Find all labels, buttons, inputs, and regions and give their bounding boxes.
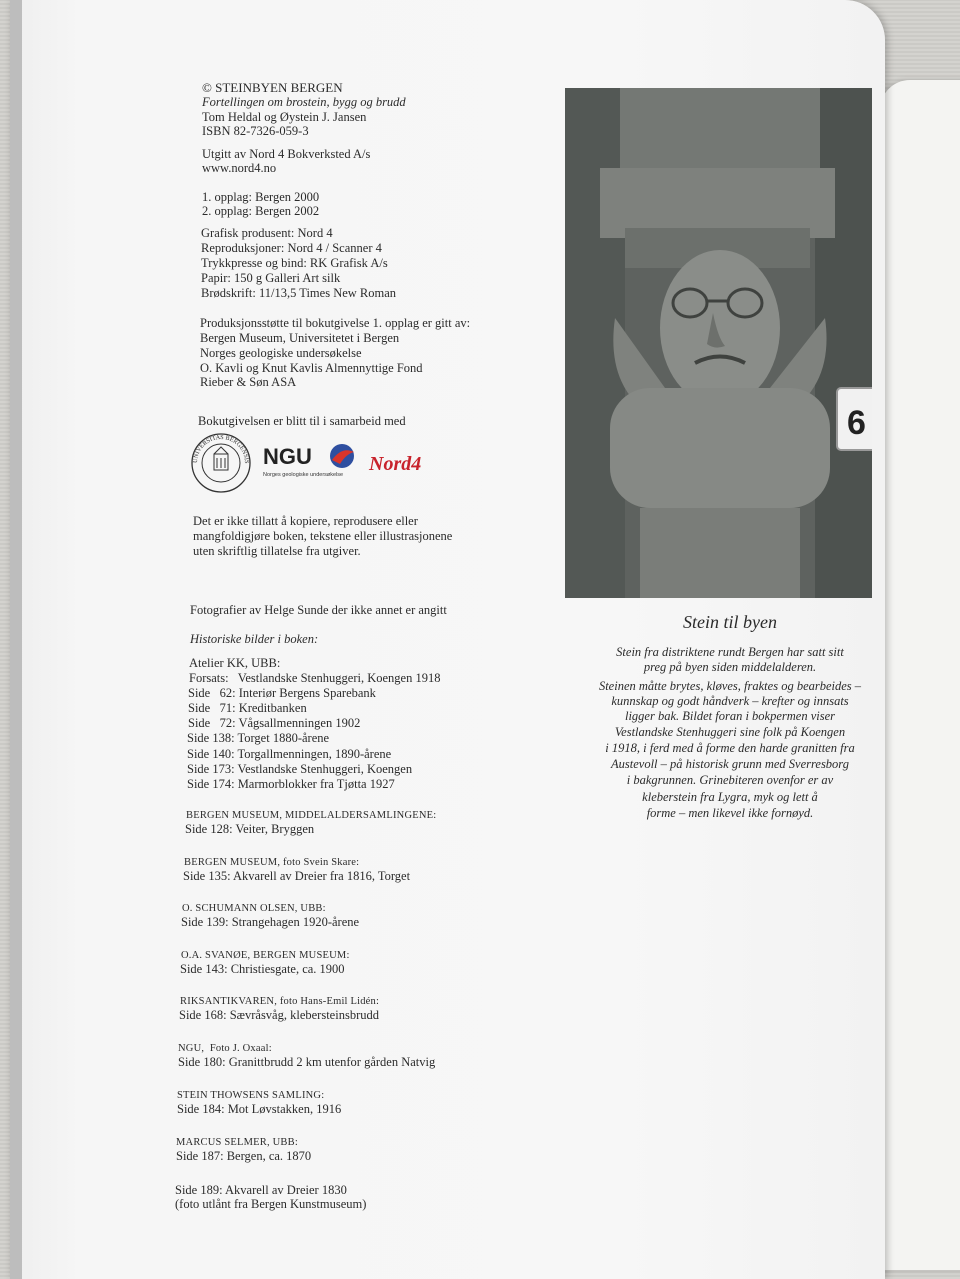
atelier-line: Side 71: Kreditbanken	[188, 701, 307, 715]
back-page	[880, 80, 960, 1270]
atelier-line: Side 72: Vågsallmenningen 1902	[188, 716, 361, 730]
copyright-line: © STEINBYEN BERGEN	[202, 80, 343, 95]
ngu-logo	[262, 438, 367, 480]
photo-credit: Fotografier av Helge Sunde der ikke annet er angitt	[190, 603, 447, 617]
production-line: Trykkpresse og bind: RK Grafisk A/s	[201, 256, 388, 270]
atelier-line: Side 138: Torget 1880-årene	[187, 731, 330, 745]
caption-line: Vestlandske Stenhuggeri sine folk på Koengen	[614, 725, 846, 739]
caption-line: ligger bak. Bildet foran i bokpermen viser	[624, 709, 836, 723]
caption-line: Stein fra distriktene rundt Bergen har satt sitt	[616, 645, 844, 659]
copy-notice-line: Det er ikke tillatt å kopiere, reprodusere eller	[193, 514, 418, 528]
book-page	[10, 0, 885, 1279]
caption-line: Austevoll – på historisk grunn med Sverresborg	[611, 757, 849, 771]
credit-source: BERGEN MUSEUM, foto Svein Skare:	[184, 857, 360, 868]
caption-line: kleberstein fra Lygra, myk og lett å	[642, 790, 818, 804]
credit-source: STEIN THOWSENS SAMLING:	[177, 1090, 325, 1101]
atelier-line: Side 174: Marmorblokker fra Tjøtta 1927	[187, 777, 395, 791]
production-line: Papir: 150 g Galleri Art silk	[201, 271, 341, 285]
credit-item: Side 180: Granittbrudd 2 km utenfor gården Natvig	[178, 1055, 436, 1069]
caption-line: kunnskap og godt håndverk – krefter og innsats	[611, 694, 849, 708]
atelier-line: Side 173: Vestlandske Stenhuggeri, Koengen	[187, 762, 413, 776]
credit-item: Side 187: Bergen, ca. 1870	[176, 1149, 312, 1163]
page-edge	[10, 0, 22, 1279]
credit-source: RIKSANTIKVAREN, foto Hans-Emil Lidén:	[180, 996, 380, 1007]
caption-line: preg på byen siden middelalderen.	[643, 660, 817, 674]
svg-text:Nord4: Nord4	[369, 453, 422, 475]
atelier-line: Atelier KK, UBB:	[189, 656, 281, 670]
isbn: ISBN 82-7326-059-3	[202, 124, 309, 138]
stone-grotesque-photo	[565, 88, 872, 598]
caption-title: Stein til byen	[683, 612, 777, 632]
credit-item: Side 143: Christiesgate, ca. 1900	[180, 962, 345, 976]
copy-notice-line: uten skriftlig tillatelse fra utgiver.	[193, 544, 361, 558]
atelier-line: Side 140: Torgallmenningen, 1890-årene	[187, 747, 392, 761]
uib-seal-logo	[190, 432, 252, 494]
edition-2: 2. opplag: Bergen 2002	[202, 204, 320, 218]
svg-text:Norges geologiske undersøkelse: Norges geologiske undersøkelse	[263, 472, 344, 478]
copy-notice-line: mangfoldigjøre boken, tekstene eller illustrasjonene	[193, 529, 453, 543]
production-line: Brødskrift: 11/13,5 Times New Roman	[201, 286, 397, 300]
support-line: Norges geologiske undersøkelse	[200, 346, 362, 360]
credit-source: BERGEN MUSEUM, MIDDELALDERSAMLINGENE:	[186, 810, 437, 821]
edition-1: 1. opplag: Bergen 2000	[202, 190, 320, 204]
atelier-line: Forsats: Vestlandske Stenhuggeri, Koengen 1918	[189, 671, 441, 685]
caption-line: forme – men likevel ikke fornøyd.	[646, 806, 814, 820]
svg-text:UNIVERSITAS BERGENSIS: UNIVERSITAS BERGENSIS	[191, 433, 251, 464]
caption-line: Steinen måtte brytes, kløves, fraktes og bearbeides –	[598, 679, 862, 693]
house-number-sign: 6	[847, 404, 866, 442]
support-line: Produksjonsstøtte til bokutgivelse 1. opplag er gitt av:	[200, 316, 471, 330]
svg-text:NGU: NGU	[263, 444, 312, 469]
support-line: Rieber & Søn ASA	[200, 375, 297, 389]
credit-item: Side 184: Mot Løvstakken, 1916	[177, 1102, 342, 1116]
book-subtitle: Fortellingen om brostein, bygg og brudd	[202, 95, 406, 109]
credit-source: MARCUS SELMER, UBB:	[176, 1137, 298, 1148]
publisher: Utgitt av Nord 4 Bokverksted A/s	[202, 147, 371, 161]
credit-item: Side 189: Akvarell av Dreier 1830	[175, 1183, 347, 1197]
caption-line: i bakgrunnen. Grinebiteren ovenfor er av	[626, 773, 834, 787]
production-line: Reproduksjoner: Nord 4 / Scanner 4	[201, 241, 382, 255]
credit-source: NGU, Foto J. Oxaal:	[178, 1043, 272, 1054]
atelier-line: Side 62: Interiør Bergens Sparebank	[188, 686, 376, 700]
credit-item: Side 168: Sævråsvåg, klebersteinsbrudd	[179, 1008, 379, 1022]
production-line: Grafisk produsent: Nord 4	[201, 226, 333, 240]
support-line: O. Kavli og Knut Kavlis Almennyttige Fond	[200, 361, 423, 375]
caption-line: i 1918, i ferd med å forme den harde granitten fra	[605, 741, 855, 755]
support-line: Bergen Museum, Universitetet i Bergen	[200, 331, 400, 345]
website: www.nord4.no	[202, 161, 277, 175]
credit-source: O.A. SVANØE, BERGEN MUSEUM:	[181, 950, 350, 961]
historic-heading: Historiske bilder i boken:	[190, 632, 319, 646]
credit-note: (foto utlånt fra Bergen Kunstmuseum)	[175, 1197, 367, 1211]
credit-source: O. SCHUMANN OLSEN, UBB:	[182, 903, 326, 914]
credit-item: Side 128: Veiter, Bryggen	[185, 822, 315, 836]
authors: Tom Heldal og Øystein J. Jansen	[202, 110, 367, 124]
credit-item: Side 139: Strangehagen 1920-årene	[181, 915, 360, 929]
cooperation-line: Bokutgivelsen er blitt til i samarbeid med	[198, 414, 406, 428]
nord4-logo	[365, 444, 435, 478]
credit-item: Side 135: Akvarell av Dreier fra 1816, Torget	[183, 869, 411, 883]
